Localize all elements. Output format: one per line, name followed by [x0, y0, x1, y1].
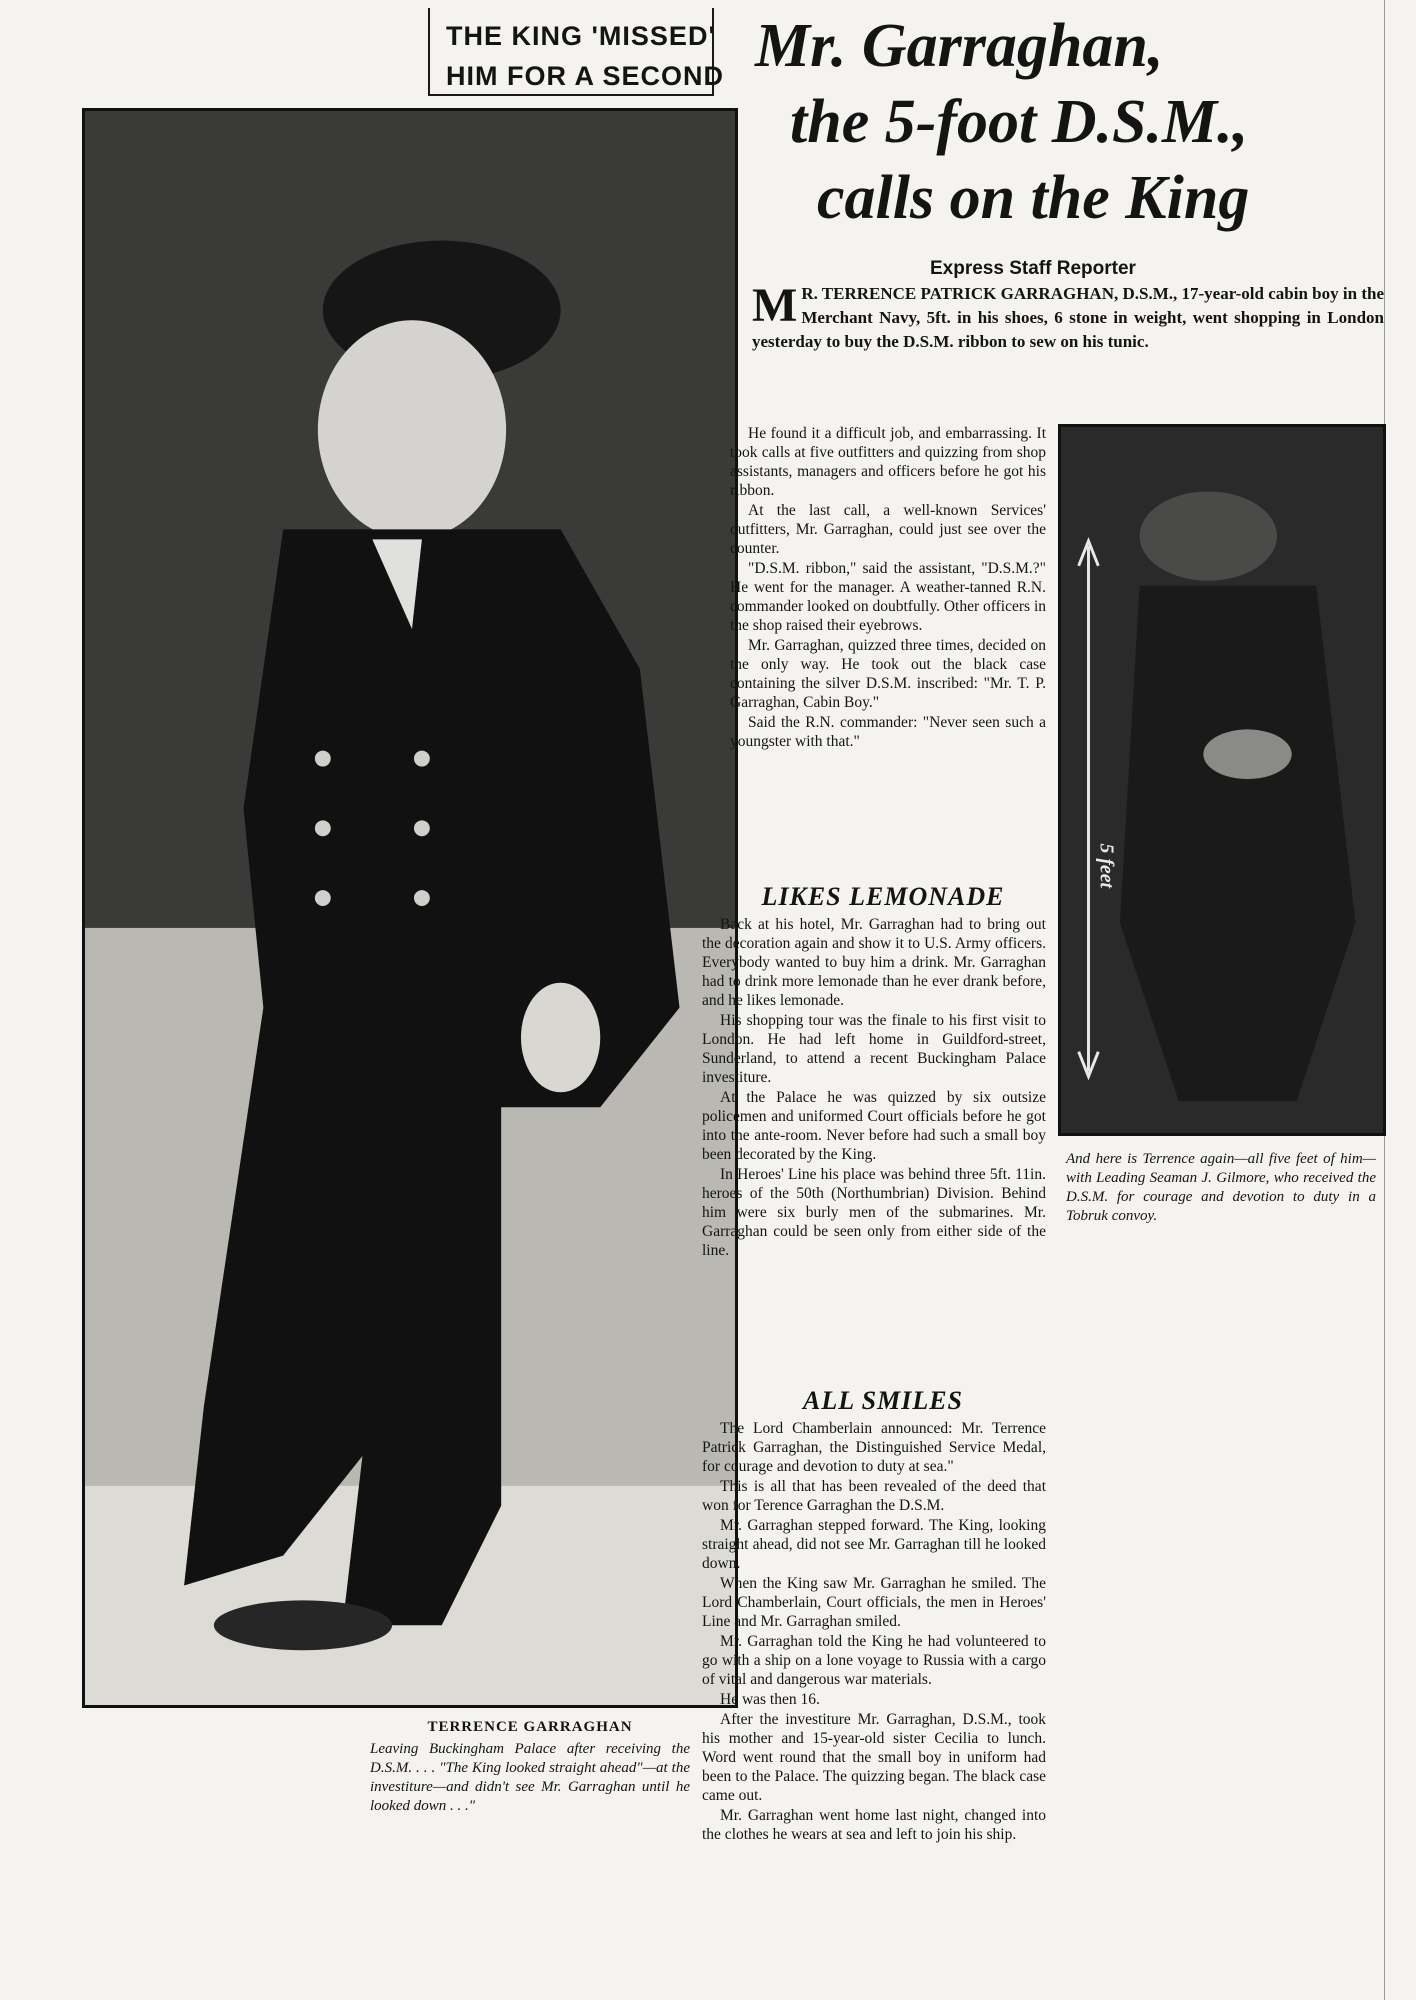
drop-cap: M: [752, 279, 798, 332]
paragraph: He found it a difficult job, and embarrassing. It took calls at five outfitters and quizzing from shop assistants, managers and officers before he got his ribbon.: [730, 425, 1046, 499]
paragraph: The Lord Chamberlain announced: Mr. Terrence Patrick Garraghan, the Distinguished Service Medal, for courage and devotion to duty at sea.": [702, 1420, 1046, 1475]
paragraph: He was then 16.: [720, 1691, 820, 1708]
headline: [735, 8, 1385, 236]
caption-text: Leaving Buckingham Palace after receiving the D.S.M. . . . "The King looked straight ahead"—at the investiture—and didn't see Mr. Garraghan until he looked down . . .": [370, 1741, 690, 1814]
paragraph: Mr. Garraghan stepped forward. The King, looking straight ahead, did not see Mr. Garraghan till he looked down.: [702, 1517, 1046, 1572]
lead-text: R. TERRENCE PATRICK GARRAGHAN, D.S.M., 17-year-old cabin boy in the Merchant Navy, 5ft. in his shoes, 6 stone in weight, went shopping in London yesterday to buy the D.S.M. ribbon to sew on his tunic.: [752, 284, 1384, 351]
headline-line-3: calls on the King: [817, 164, 1250, 232]
side-photo: [1058, 424, 1386, 1136]
paragraph: This is all that has been revealed of the deed that won for Terence Garraghan the D.S.M.: [702, 1478, 1046, 1514]
paragraph: After the investiture Mr. Garraghan, D.S.M., took his mother and 15-year-old sister Cecilia to lunch. Word went round that the small boy in uniform had been to the Palace. The quizzing began. The black case came out.: [702, 1711, 1046, 1804]
side-photo-image: [1061, 427, 1383, 1133]
headline-line-1: Mr. Garraghan,: [755, 12, 1164, 80]
byline: Express Staff Reporter: [930, 258, 1136, 279]
article-column-2: [702, 880, 1046, 1261]
paragraph: At the Palace he was quizzed by six outsize policemen and uniformed Court officials before he got into the ante-room. Never before had such a small boy been decorated by the King.: [702, 1089, 1046, 1163]
paragraph: When the King saw Mr. Garraghan he smiled. The Lord Chamberlain, Court officials, the men in Heroes' Line and Mr. Garraghan smiled.: [702, 1575, 1046, 1630]
main-photo-caption: [370, 1718, 690, 1816]
paragraph: Said the R.N. commander: "Never seen such a youngster with that.": [730, 714, 1046, 750]
lead-paragraph: [752, 279, 1384, 354]
subhead-all-smiles: ALL SMILES: [802, 1386, 964, 1415]
article-column-3: [702, 1384, 1046, 1845]
kicker-line-2: HIM FOR A SECOND: [446, 61, 724, 91]
kicker-box: [428, 8, 724, 96]
paragraph: Mr. Garraghan went home last night, changed into the clothes he wears at sea and left to join his ship.: [702, 1807, 1046, 1843]
paragraph: At the last call, a well-known Services' outfitters, Mr. Garraghan, could just see over the counter.: [730, 502, 1046, 557]
side-photo-caption: And here is Terrence again—all five feet of him—with Leading Seaman J. Gilmore, who received the D.S.M. for courage and devotion to duty in a Tobruk convoy.: [1066, 1151, 1376, 1224]
side-photo-height-label: 5 feet: [1095, 843, 1118, 889]
paragraph: His shopping tour was the finale to his first visit to London. He had left home in Guildford-street, Sunderland, to attend a recent Buckingham Palace investiture.: [702, 1012, 1046, 1086]
paragraph: In Heroes' Line his place was behind three 5ft. 11in. heroes of the 50th (Northumbrian) Division. Behind him were six burly men of the submarines. Mr. Garraghan could be seen only from either side of the line.: [702, 1166, 1046, 1259]
headline-line-2: the 5-foot D.S.M.,: [790, 88, 1249, 156]
paragraph: Back at his hotel, Mr. Garraghan had to bring out the decoration again and show it to U.S. Army officers. Everybody wanted to buy him a drink. Mr. Garraghan had to drink more lemonade than he ever drank before, and he likes lemonade.: [702, 916, 1046, 1009]
subhead-likes-lemonade: LIKES LEMONADE: [761, 882, 1005, 911]
paragraph: "D.S.M. ribbon," said the assistant, "D.S.M.?" He went for the manager. A weather-tanned R.N. commander looked on doubtfully. Other officers in the shop raised their eyebrows.: [730, 560, 1046, 634]
caption-name: TERRENCE GARRAGHAN: [427, 1719, 633, 1735]
paragraph: Mr. Garraghan told the King he had volunteered to go with a ship on a lone voyage to Russia with a cargo of vital and dangerous war materials.: [702, 1633, 1046, 1688]
main-photo: [82, 108, 738, 1708]
paragraph: Mr. Garraghan, quizzed three times, decided on the only way. He took out the black case containing the silver D.S.M. inscribed: "Mr. T. P. Garraghan, Cabin Boy.": [730, 637, 1046, 711]
main-photo-image: [85, 111, 735, 1705]
article-column-1: [730, 424, 1046, 752]
kicker-line-1: THE KING 'MISSED': [446, 21, 716, 51]
